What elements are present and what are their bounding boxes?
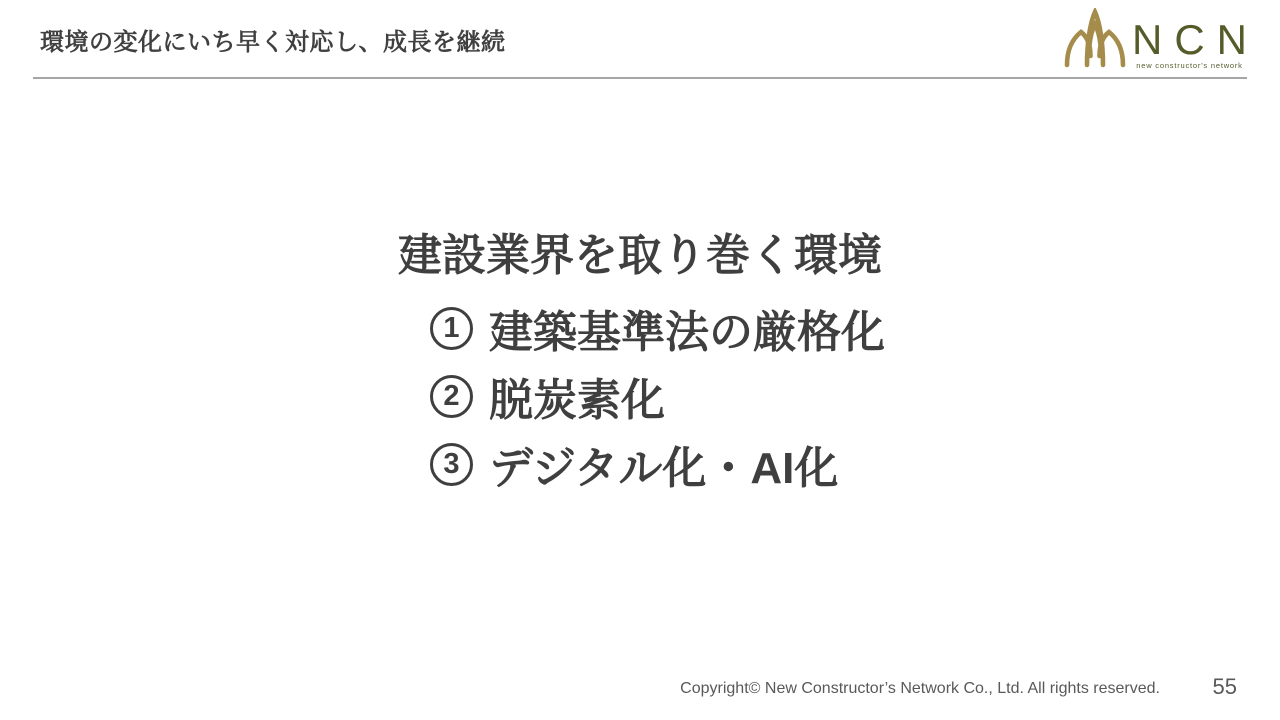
list-item-label: 脱炭素化 — [489, 376, 665, 425]
ncn-logo-text — [1132, 16, 1259, 70]
numbered-list — [430, 294, 1280, 498]
circled-number: 2 — [430, 375, 473, 418]
ncn-logo-mark-icon — [1062, 8, 1128, 72]
page-number: 55 — [1212, 674, 1237, 699]
list-item — [430, 294, 1280, 362]
list-item — [430, 362, 1280, 430]
list-item-label: 建築基準法の厳格化 — [489, 308, 885, 357]
slide-header-title: 環境の変化にいち早く対応し、成長を継続 — [40, 29, 506, 56]
header-divider — [33, 77, 1247, 79]
copyright-text: Copyright© New Constructor’s Network Co., Ltd. All rights reserved. — [680, 680, 1160, 697]
circled-number: 1 — [430, 307, 473, 350]
main-title: 建設業界を取り巻く環境 — [398, 231, 882, 280]
ncn-logo-letters: NCN — [1132, 16, 1259, 63]
list-item-label: デジタル化・AI化 — [489, 444, 839, 493]
ncn-logo — [1062, 6, 1259, 72]
ncn-logo-tagline: new constructor's network — [1136, 61, 1243, 70]
slide-body — [0, 224, 1280, 498]
list-item — [430, 430, 1280, 498]
circled-number: 3 — [430, 443, 473, 486]
